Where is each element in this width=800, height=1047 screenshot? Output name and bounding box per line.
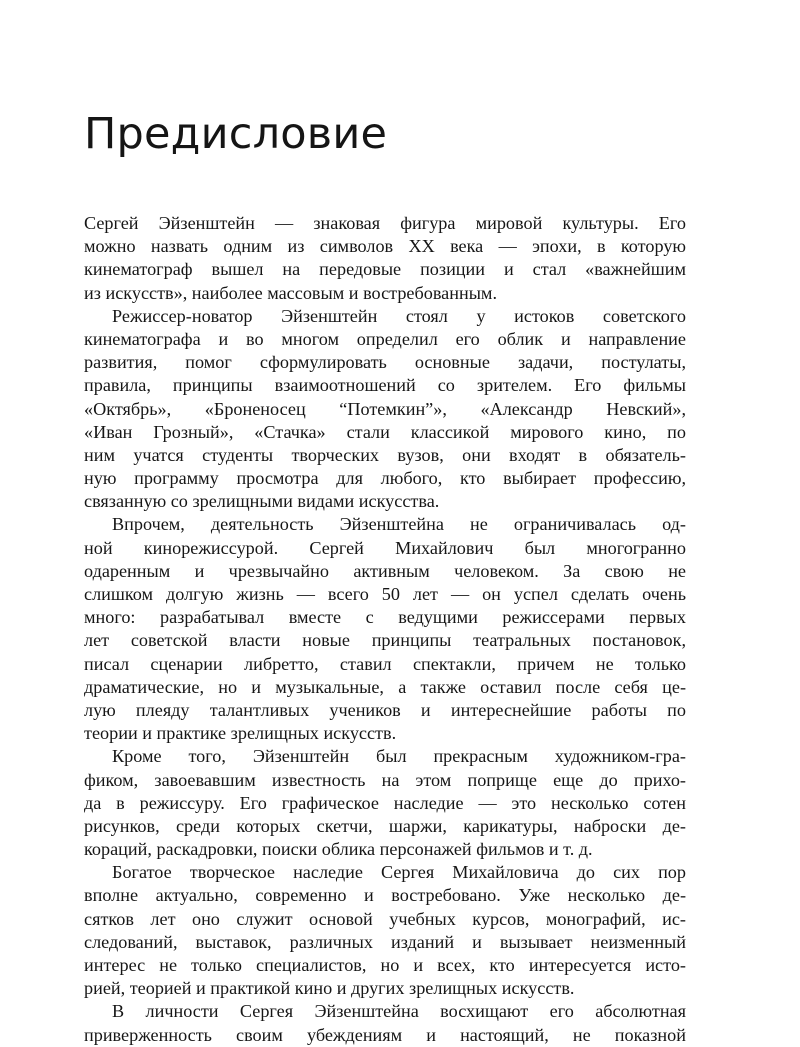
text-line: много: разрабатывал вместе с ведущими режиссерами первых <box>84 607 686 628</box>
text-line: Сергей Эйзенштейн — знаковая фигура мировой культуры. Его <box>84 213 686 233</box>
text-line: лую плеяду талантливых учеников и интереснейшие работы по <box>84 699 686 720</box>
text-line: из искусств», наиболее массовым и востребованным. <box>84 282 497 303</box>
text-line: кинематографа и во многом определил его облик и направление <box>84 328 686 349</box>
text-line: да в режиссуру. Его графическое наследие — это несколько сотен <box>84 792 686 813</box>
text-line: кораций, раскадровки, поиски облика персонажей фильмов и т. д. <box>84 839 593 860</box>
text-line: Режиссер-новатор Эйзенштейн стоял у истоков советского <box>112 305 686 326</box>
text-line: писал сценарии либретто, ставил спектакли, причем не только <box>84 653 686 674</box>
text-line: сятков лет оно служит основой учебных курсов, монографий, ис- <box>84 908 686 929</box>
text-line: теории и практике зрелищных искусств. <box>84 723 397 744</box>
text-line: лет советской власти новые принципы театральных постановок, <box>84 630 686 651</box>
text-line: драматические, но и музыкальные, а также оставил после себя це- <box>84 676 686 697</box>
text-line: Богатое творческое наследие Сергея Михайловича до сих пор <box>112 862 686 883</box>
text-line: рией, теорией и практикой кино и других зрелищных искусств. <box>84 978 575 999</box>
text-line: «Иван Грозный», «Стачка» стали классикой мирового кино, по <box>84 421 686 442</box>
text-line: связанную со зрелищными видами искусства. <box>84 491 440 512</box>
text-line: следований, выставок, различных изданий и вызывает неизменный <box>84 931 686 952</box>
text-line: одаренным и чрезвычайно активным человеком. За свою не <box>84 560 686 581</box>
text-line: правила, принципы взаимоотношений со зрителем. Его фильмы <box>84 375 686 396</box>
text-line: Кроме того, Эйзенштейн был прекрасным художником-гра- <box>112 746 686 767</box>
text-line: ную программу просмотра для любого, кто выбирает профессию, <box>84 468 686 489</box>
text-line: Впрочем, деятельность Эйзенштейна не ограничивалась од- <box>112 514 686 535</box>
text-line: рисунков, среди которых скетчи, шаржи, карикатуры, наброски де- <box>84 815 686 836</box>
text-line: приверженность своим убеждениям и настоящий, не показной <box>84 1024 686 1045</box>
text-line: ной кинорежиссурой. Сергей Михайлович был многогранно <box>84 537 686 558</box>
text-line: кинематограф вышел на передовые позиции и стал «важнейшим <box>84 259 686 280</box>
text-line: ним учатся студенты творческих вузов, они входят в обязатель- <box>84 444 686 465</box>
text-line: можно назвать одним из символов XX века — эпохи, в которую <box>84 236 686 257</box>
text-line: В личности Сергея Эйзенштейна восхищают его абсолютная <box>112 1001 686 1022</box>
body-text <box>84 212 686 1047</box>
chapter-heading: Предисловие <box>84 109 388 159</box>
text-line: фиком, завоевавшим известность на этом поприще еще до прихо- <box>84 769 686 790</box>
text-line: вполне актуально, современно и востребовано. Уже несколько де- <box>84 885 686 906</box>
text-line: развития, помог сформулировать основные задачи, постулаты, <box>84 352 686 373</box>
text-line: интерес не только специалистов, но и всех, кто интересуется исто- <box>84 955 686 975</box>
text-line: слишком долгую жизнь — всего 50 лет — он успел сделать очень <box>84 584 686 604</box>
text-line: «Октябрь», «Броненосец “Потемкин”», «Александр Невский», <box>84 398 686 419</box>
